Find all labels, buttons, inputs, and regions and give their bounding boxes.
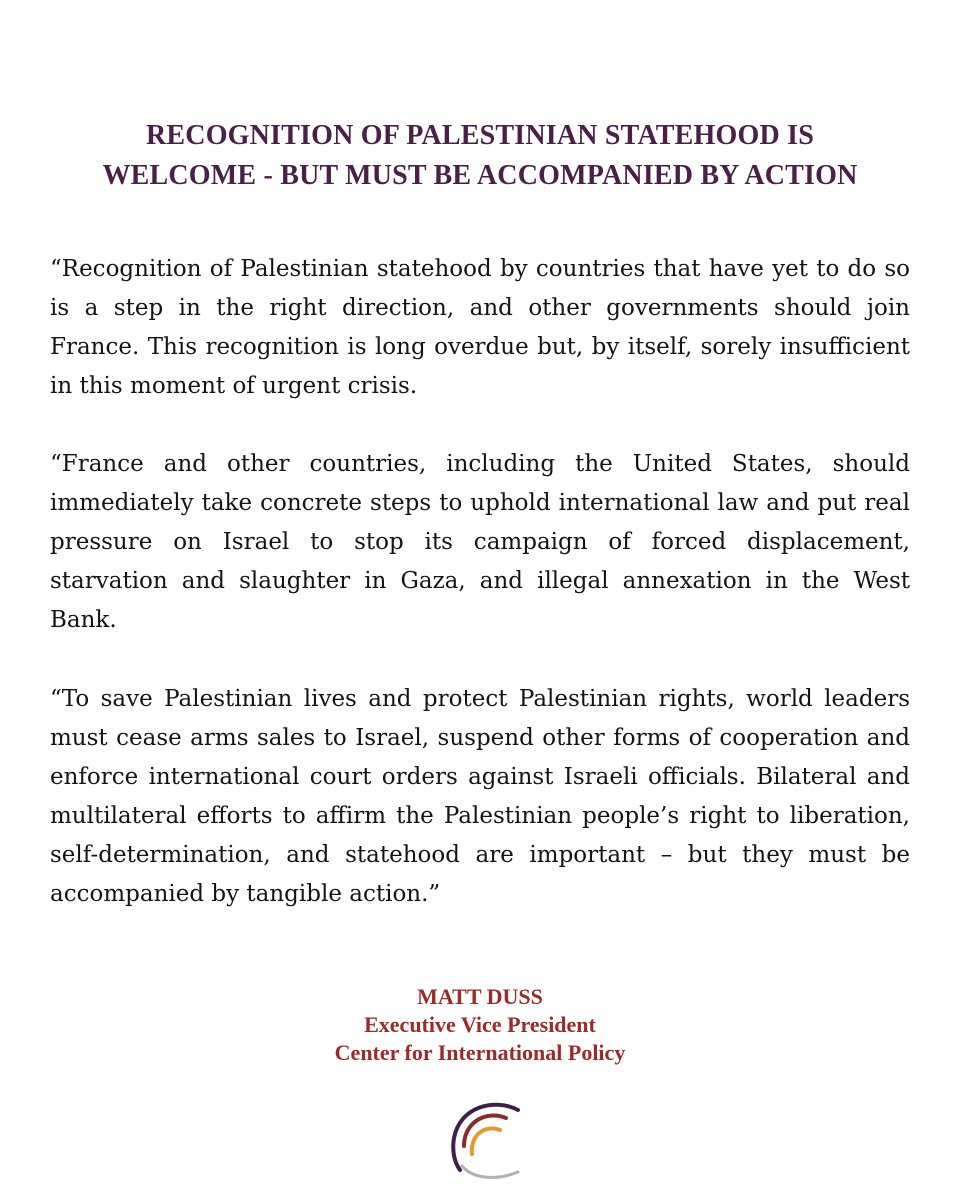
- statement-title: [50, 116, 910, 196]
- arc-logo-icon: [440, 1100, 530, 1180]
- signature-block: [0, 983, 960, 1067]
- signatory-organization: Center for International Policy: [334, 1040, 626, 1065]
- logo-arc-orange: [472, 1128, 500, 1154]
- statement-paragraph-3: “To save Palestinian lives and protect Palestinian rights, world leaders must cease arms sales to Israel, suspend other forms of cooperation and enforce international court orders against Israeli officials. Bilateral and multilateral efforts to affirm the Palestinian people’s right to liberation, self-determination, and statehood are important – but they must be accompanied by tangible action.”: [50, 686, 910, 907]
- signatory-name: MATT DUSS: [417, 984, 543, 1009]
- logo-arc-grey: [462, 1166, 518, 1177]
- signatory-role: Executive Vice President: [364, 1012, 596, 1037]
- title-line-2: WELCOME - BUT MUST BE ACCOMPANIED BY ACTION: [102, 160, 858, 191]
- title-line-1: RECOGNITION OF PALESTINIAN STATEHOOD IS: [145, 120, 814, 151]
- statement-paragraph-2: “France and other countries, including the United States, should immediately take concrete steps to uphold international law and put real pressure on Israel to stop its campaign of forced displacement, starvation and slaughter in Gaza, and illegal annexation in the West Bank.: [50, 451, 910, 633]
- statement-paragraph-1: “Recognition of Palestinian statehood by countries that have yet to do so is a step in the right direction, and other governments should join France. This recognition is long overdue but, by itself, sorely insufficient in this moment of urgent crisis.: [50, 256, 910, 399]
